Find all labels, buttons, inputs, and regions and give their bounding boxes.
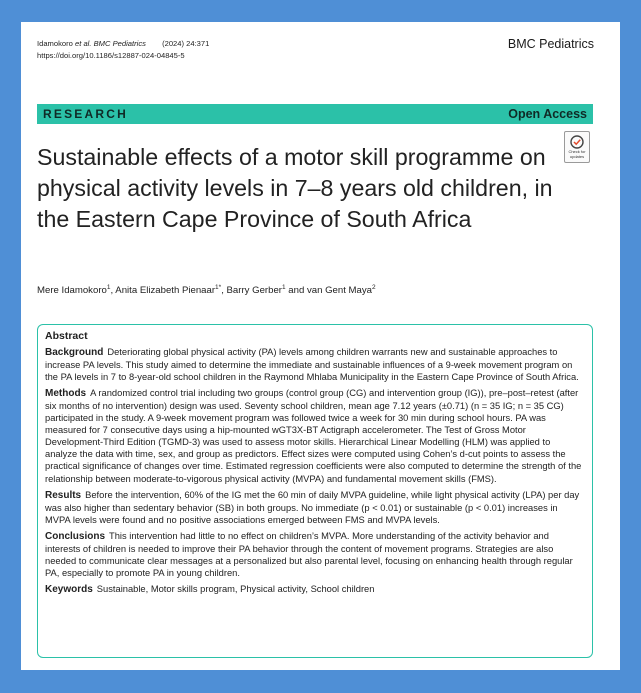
abstract-section-keywords [45, 583, 585, 596]
abstract-section-label: Methods [45, 388, 87, 400]
author-separator: , [110, 285, 116, 297]
open-access-label: Open Access [508, 107, 587, 121]
article-title: Sustainable effects of a motor skill programme on physical activity levels in 7–8 years old children, in the Eastern Cape Province of South Africa [37, 144, 553, 232]
badge-text [568, 150, 585, 159]
author-name[interactable]: Anita Elizabeth Pienaar [115, 285, 216, 297]
badge-line-1: Check for [568, 149, 586, 154]
citation-author: Idamokoro [37, 39, 73, 48]
abstract-section-label: Conclusions [45, 530, 106, 542]
citation-year: (2024) 24:371 [162, 39, 210, 48]
abstract-section-label: Keywords [45, 583, 93, 595]
author-affiliation: 1 [106, 284, 111, 291]
author-separator: and [285, 285, 307, 297]
badge-line-2: updates [569, 153, 585, 159]
author-name[interactable]: van Gent Maya [306, 285, 373, 297]
abstract-section-text: Sustainable, Motor skills program, Physical activity, School children [96, 583, 375, 594]
citation-block [37, 38, 209, 62]
author-name[interactable]: Mere Idamokoro [37, 285, 107, 297]
journal-name: BMC Pediatrics [507, 37, 594, 51]
citation-line [37, 38, 209, 50]
section-banner [37, 104, 593, 124]
author-affiliation: 1* [215, 284, 222, 291]
abstract-section-text: This intervention had little to no effect on children’s MVPA. More understanding of the activity behavior and interests of children is needed to improve their PA behavior through the content of movement programs. Strategies are also needed to communicate clear messages at a personalized but also parental level, focusing on enhancing health through regular PA, especially to promote PA in young children. [45, 530, 573, 578]
author-name[interactable]: Barry Gerber [226, 285, 282, 297]
check-for-updates-badge[interactable] [564, 131, 590, 163]
abstract-section-methods [45, 387, 585, 484]
author-affiliation: 1 [281, 284, 286, 291]
abstract-section-conclusions [45, 530, 585, 579]
abstract-section-results [45, 489, 585, 526]
abstract-section-text: Before the intervention, 60% of the IG met the 60 min of daily MVPA guideline, while light physical activity (LPA) per day was also higher than sedentary behavior (SB) in both groups. No immediate (p < 0.01) or sustainable (p < 0.01) increases in MVPA levels were found and no positive associations emerged between FMS and MVPA levels. [45, 489, 580, 525]
citation-journal: BMC Pediatrics [93, 39, 146, 48]
doi-link[interactable]: https://doi.org/10.1186/s12887-024-04845-5 [37, 51, 185, 60]
abstract-section-label: Results [45, 489, 82, 501]
abstract-section-background [45, 346, 585, 383]
abstract-box [37, 324, 593, 658]
section-label: RESEARCH [43, 107, 128, 121]
check-for-updates-icon [570, 135, 584, 149]
author-affiliation: 2 [372, 284, 376, 291]
abstract-sections [45, 346, 585, 596]
abstract-section-text: Deteriorating global physical activity (PA) levels among children warrants new and sustainable approaches to increase PA levels. This study aimed to determine the immediate and sustainable influences of a 9-week movement program on the PA levels in 7 to 8-year-old school children in the Raymond Mhlaba Municipality in the Eastern Cape Province of South Africa. [45, 347, 579, 383]
abstract-section-text: A randomized control trial including two groups (control group (CG) and intervention group (IG)), pre–post–retest (after six months of no intervention) design was used. Seventy school children, mean age 7.12 years (±0.71) (n = 35 IG; n = 35 CG) participated in the study. A 9-week movement program was followed twice a week for 30 min during school hours. PA was measured for 7 consecutive days using a hip-mounted wGT3X-BT Actigraph accelerometer. The Test of Gross Motor Development-Third Edition (TGMD-3) was used to assess motor skills. Hierarchical Linear Modelling (HLM) was applied to analyze the data with time, sex, and group as predictors. Effect sizes were computed using Cohen’s d-cut points to assess the practical significance of changes over time. Estimated regression coefficients were also computed to determine the strength of the relationship between moderate-to-vigorous physical activity (MVPA) and fundamental movement skills (FMS). [45, 388, 582, 484]
author-separator: , [221, 285, 227, 297]
article-page [21, 22, 620, 670]
citation-etal: et al. [75, 39, 92, 48]
abstract-section-label: Background [45, 347, 104, 359]
author-list [37, 284, 376, 296]
abstract-heading: Abstract [45, 330, 88, 342]
